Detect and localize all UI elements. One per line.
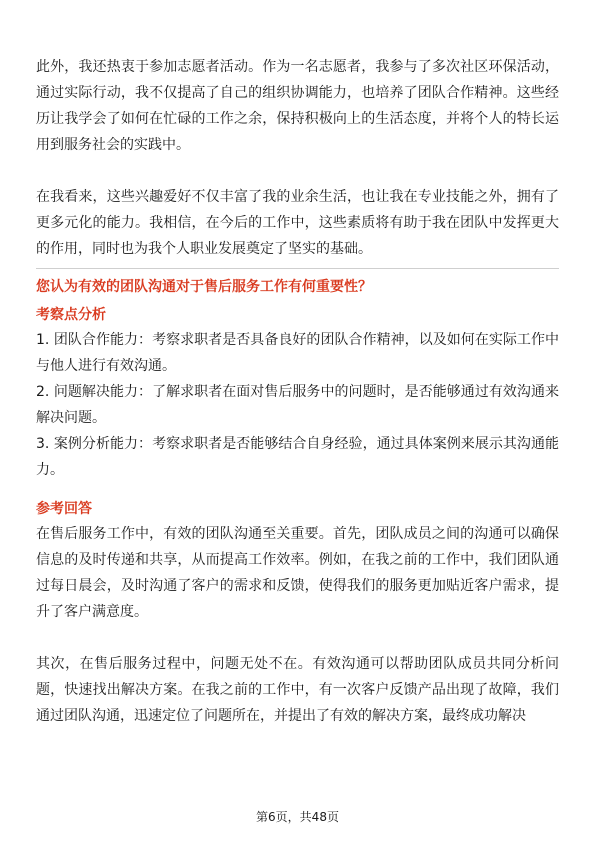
interview-question: 您认为有效的团队沟通对于售后服务工作有何重要性？ <box>36 279 372 295</box>
answer-heading: 参考回答 <box>36 501 92 517</box>
document-page <box>36 54 559 729</box>
answer-paragraph-1: 在售后服务工作中，有效的团队沟通至关重要。首先，团队成员之间的沟通可以确保信息的及时传递和共享，从而提高工作效率。例如，在我之前的工作中，我们团队通过每日晨会，及时沟通了客户的需求和反馈，使得我们的服务更加贴近客户需求，提升了客户满意度。 <box>36 526 559 620</box>
paragraph-spacer <box>36 158 559 184</box>
analysis-heading: 考察点分析 <box>36 307 106 323</box>
section-divider <box>36 268 559 269</box>
page-number-footer: 第6页，共48页 <box>256 810 339 824</box>
intro-paragraph-1: 此外，我还热衷于参加志愿者活动。作为一名志愿者，我参与了多次社区环保活动，通过实际行动，我不仅提高了自己的组织协调能力，也培养了团队合作精神。这些经历让我学会了如何在忙碌的工作之余，保持积极向上的生活态度，并将个人的特长运用到服务社会的实践中。 <box>36 59 559 153</box>
analysis-item-3: 3. 案例分析能力：考察求职者是否能够结合自身经验，通过具体案例来展示其沟通能力。 <box>36 436 559 478</box>
intro-paragraph-2: 在我看来，这些兴趣爱好不仅丰富了我的业余生活，也让我在专业技能之外，拥有了更多元化的能力。我相信，在今后的工作中，这些素质将有助于我在团队中发挥更大的作用，同时也为我个人职业发展奠定了坚实的基础。 <box>36 189 559 257</box>
analysis-item-2: 2. 问题解决能力：了解求职者在面对售后服务中的问题时，是否能够通过有效沟通来解决问题。 <box>36 384 559 426</box>
answer-paragraph-2: 其次，在售后服务过程中，问题无处不在。有效沟通可以帮助团队成员共同分析问题，快速找出解决方案。在我之前的工作中，有一次客户反馈产品出现了故障，我们通过团队沟通，迅速定位了问题所在，并提出了有效的解决方案，最终成功解决 <box>36 656 559 724</box>
analysis-item-1: 1. 团队合作能力：考察求职者是否具备良好的团队合作精神，以及如何在实际工作中与他人进行有效沟通。 <box>36 332 559 374</box>
section-spacer <box>36 483 559 493</box>
paragraph-spacer <box>36 625 559 651</box>
